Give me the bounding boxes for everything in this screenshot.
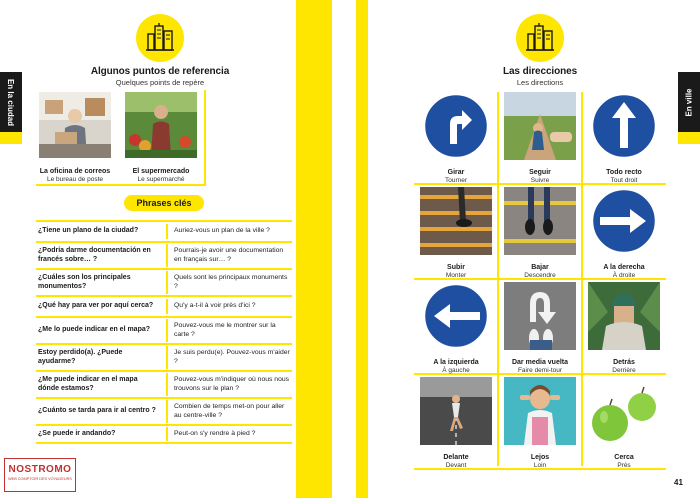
table-row	[36, 343, 292, 370]
directions-title: Las direcciones	[502, 66, 578, 77]
direction-behind	[586, 282, 662, 374]
direction-near	[586, 377, 662, 469]
direction-label-fr: Tout droit	[610, 177, 638, 184]
nostromo-logo	[4, 458, 76, 492]
right-arrow-sign-icon	[588, 187, 660, 255]
direction-label-es: Lejos	[530, 454, 550, 461]
table-row	[36, 397, 292, 424]
city-buildings-icon	[136, 14, 184, 62]
table-row	[36, 370, 292, 397]
phrase-es: ¿Tiene un plano de la ciudad?	[38, 227, 139, 235]
table-row	[36, 295, 292, 316]
direction-label-es: Subir	[447, 264, 465, 271]
phrase-fr: Pouvez-vous m'indiquer où nous nous trouvons sur le plan ?	[166, 373, 292, 397]
stairs-up-photo	[420, 187, 492, 255]
direction-turn	[418, 92, 494, 184]
direction-label-fr: Loin	[533, 462, 547, 469]
phrase-fr: Auriez-vous un plan de la ville ?	[166, 224, 292, 239]
table-row	[36, 220, 292, 241]
direction-label-es: Detrás	[613, 359, 635, 366]
direction-straight	[586, 92, 662, 184]
landmark-supermarket	[124, 92, 198, 183]
direction-label-fr: Monter	[445, 272, 467, 279]
phrases-label: Phrases clés	[124, 195, 204, 211]
u-turn-photo	[504, 282, 576, 350]
phrase-fr: Pourrais-je avoir une documentation en français sur… ?	[166, 244, 292, 268]
far-photo	[504, 377, 576, 445]
table-row	[36, 424, 292, 444]
direction-left	[418, 282, 494, 374]
phrase-es: ¿Cuánto se tarda para ir al centro ?	[38, 407, 156, 415]
direction-label-es: Todo recto	[606, 169, 642, 176]
stairs-down-photo	[504, 187, 576, 255]
phrases-table	[36, 220, 292, 444]
landmark-label-es: La oficina de correos	[39, 168, 111, 175]
direction-label-fr: Descendre	[524, 272, 556, 279]
direction-label-es: Dar media vuelta	[511, 359, 569, 366]
side-tab-left	[0, 72, 22, 132]
direction-label-fr: À droite	[612, 272, 636, 279]
direction-down	[502, 187, 578, 279]
landmarks-subtitle: Quelques points de repère	[115, 78, 205, 87]
landmark-post-office	[38, 92, 112, 183]
direction-label-fr: Devant	[445, 462, 467, 469]
side-tab-right-label: En ville	[684, 87, 694, 117]
logo-brand: NOSTROMO	[8, 464, 72, 475]
direction-label-fr: Tourner	[444, 177, 468, 184]
direction-label-fr: À gauche	[442, 367, 470, 374]
landmark-label-es: El supermercado	[132, 168, 190, 175]
direction-label-es: Delante	[443, 454, 469, 461]
phrase-fr: Qu'y a-t-il à voir près d'ici ?	[166, 299, 292, 314]
supermarket-photo	[125, 92, 197, 158]
landmarks-title: Algunos puntos de referencia	[90, 66, 230, 77]
phrase-fr: Peut-on s'y rendre à pied ?	[166, 427, 292, 442]
side-tab-left-accent	[0, 132, 22, 144]
straight-ahead-sign-icon	[588, 92, 660, 160]
phrase-es: ¿Qué hay para ver por aquí cerca?	[38, 302, 154, 310]
phrase-es: ¿Podría darme documentación en francés sobre… ?	[38, 246, 151, 263]
direction-label-fr: Près	[617, 462, 631, 469]
city-buildings-icon	[516, 14, 564, 62]
direction-label-es: A la izquierda	[433, 359, 479, 366]
turn-right-sign-icon	[420, 92, 492, 160]
right-page-yellow-band	[356, 0, 368, 498]
city-buildings-icon-svg	[525, 22, 555, 52]
landmark-label-fr: Le supermarché	[137, 176, 185, 183]
side-tab-right	[678, 72, 700, 132]
phrase-es: ¿Me lo puede indicar en el mapa?	[38, 326, 151, 334]
direction-u-turn	[502, 282, 578, 374]
side-tab-left-label: En la ciudad	[6, 78, 16, 126]
direction-label-fr: Suivre	[530, 177, 550, 184]
direction-right	[586, 187, 662, 279]
phrase-es: Estoy perdido(a). ¿Puede ayudarme?	[38, 348, 123, 365]
direction-up	[418, 187, 494, 279]
direction-label-es: Bajar	[531, 264, 549, 271]
runner-photo	[420, 377, 492, 445]
landmarks-box	[36, 90, 206, 186]
left-page-yellow-band	[296, 0, 332, 498]
city-buildings-icon-svg	[145, 22, 175, 52]
follow-photo	[504, 92, 576, 160]
post-office-photo	[39, 92, 111, 158]
phrase-fr: Je suis perdu(e). Pouvez-vous m'aider ?	[166, 346, 292, 370]
side-tab-right-accent	[678, 132, 700, 144]
logo-tagline: WEB COMPTOIR DES VOYAGEURS	[8, 477, 72, 481]
phrase-fr: Quels sont les principaux monuments ?	[166, 271, 292, 295]
left-arrow-sign-icon	[420, 282, 492, 350]
direction-in-front	[418, 377, 494, 469]
table-row	[36, 316, 292, 343]
direction-label-fr: Derrière	[612, 367, 636, 374]
landmark-label-fr: Le bureau de poste	[46, 176, 104, 183]
behind-photo	[588, 282, 660, 350]
table-row	[36, 268, 292, 295]
direction-follow	[502, 92, 578, 184]
phrase-fr: Pouvez-vous me le montrer sur la carte ?	[166, 319, 292, 343]
direction-far	[502, 377, 578, 469]
direction-label-es: A la derecha	[603, 264, 645, 271]
phrase-fr: Combien de temps met-on pour aller au centre-ville ?	[166, 400, 292, 424]
page-number: 41	[674, 478, 683, 487]
direction-label-es: Cerca	[614, 454, 634, 461]
phrase-es: ¿Me puede indicar en el mapa dónde estamos?	[38, 375, 138, 392]
direction-label-fr: Faire demi-tour	[517, 367, 563, 374]
direction-label-es: Girar	[447, 169, 465, 176]
directions-subtitle: Les directions	[516, 78, 564, 87]
table-row	[36, 241, 292, 268]
direction-label-es: Seguir	[529, 169, 551, 176]
apples-photo	[588, 377, 660, 445]
phrase-es: ¿Cuáles son los principales monumentos?	[38, 273, 131, 290]
phrase-es: ¿Se puede ir andando?	[38, 429, 116, 437]
